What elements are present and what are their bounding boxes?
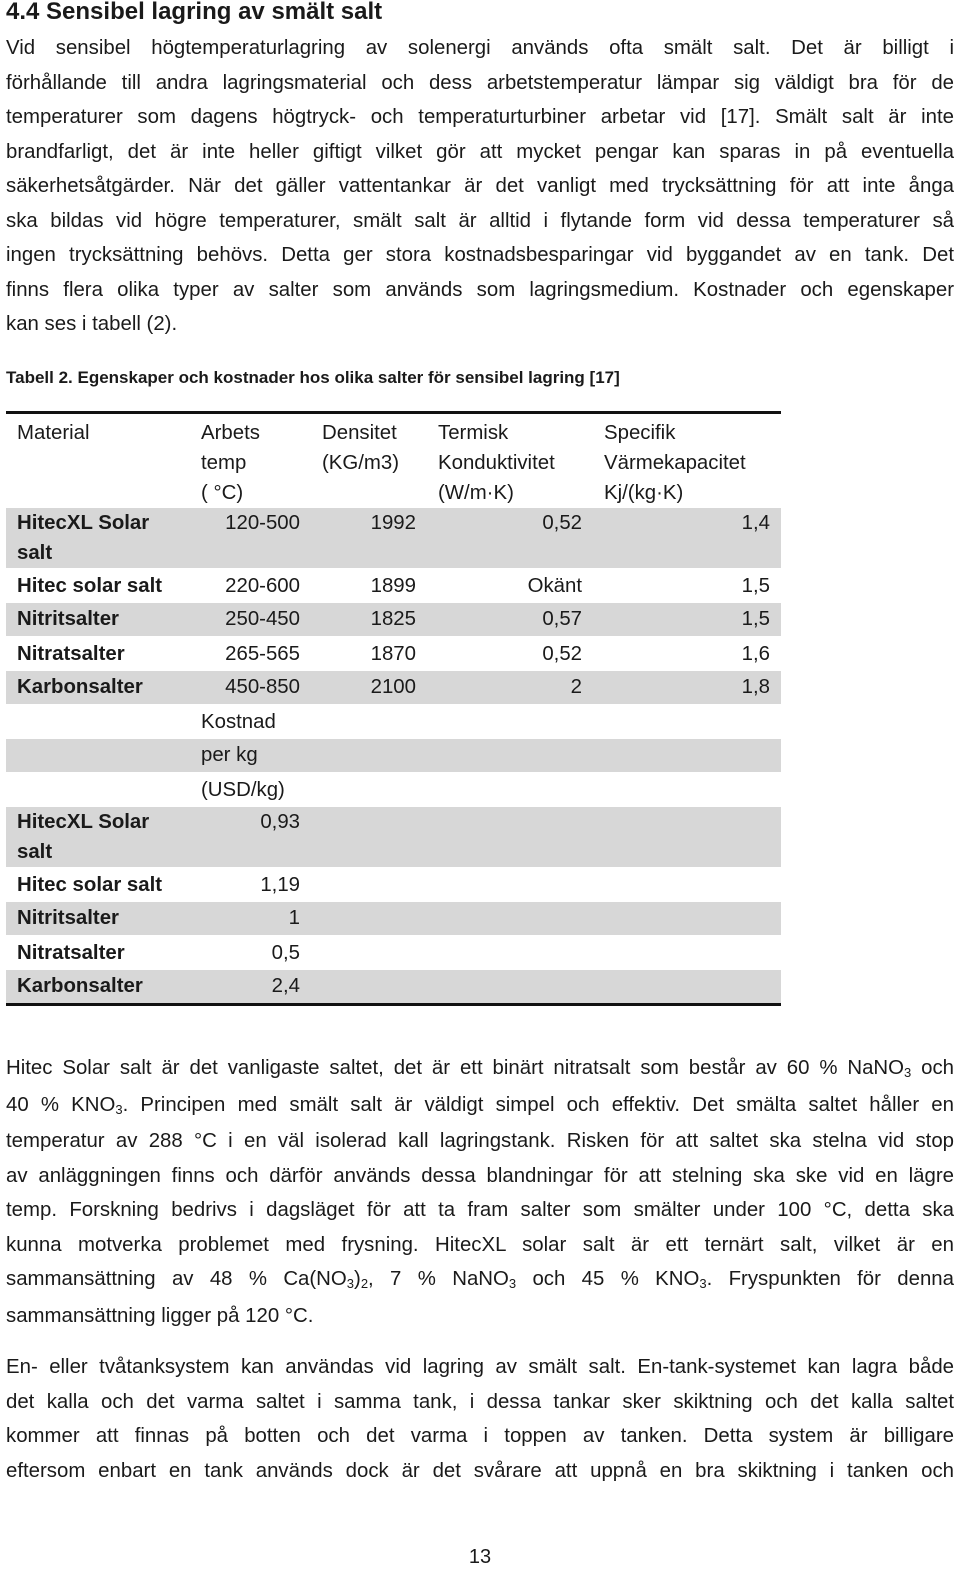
header-cost-line: per kg — [190, 739, 311, 773]
text-line: En- eller tvåtanksystem kan användas vid lagring av smält salt. En-tank-systemet kan lagra både — [6, 1356, 954, 1378]
material-name-line: salt — [17, 841, 53, 863]
text-line: säkerhetsåtgärder. När det gäller vattentankar är det vanligt med trycksättning för att inte ånga — [6, 175, 954, 197]
header-heat-capacity-line: Kj/(kg·K) — [604, 482, 684, 504]
material-cell: Hitec solar salt — [17, 575, 163, 597]
cost-cell: 1,19 — [260, 874, 300, 896]
conductivity-cell: 0,52 — [542, 643, 582, 665]
empty-cell — [427, 936, 593, 970]
paragraph-hitec — [6, 1051, 954, 1333]
text-line: förhållande till andra lagringsmaterial och dess arbetstemperatur lämpar sig väldigt bra för de — [6, 71, 954, 94]
text-line: ingen trycksättning behövs. Detta ger stora kostnadsbesparingar vid byggandet av en tank. Det — [6, 244, 954, 266]
empty-cell — [311, 705, 427, 739]
heat-capacity-cell: 1,4 — [593, 508, 781, 569]
empty-cell — [593, 739, 781, 773]
header-conductivity-line: Konduktivitet — [438, 452, 555, 474]
header-density — [311, 413, 427, 509]
text-line: temperatur av 288 °C i en väl isolerad kall lagringstank. Risken för att saltet ska stelna vid stop — [6, 1130, 954, 1152]
paragraph-tank-systems — [6, 1350, 954, 1488]
empty-cell — [427, 705, 593, 739]
text-line: kunna motverka problemet med frysning. HitecXL solar salt är ett ternärt salt, vilket är en — [6, 1233, 954, 1256]
empty-cell — [6, 705, 190, 739]
empty-cell — [311, 868, 427, 902]
paragraph-intro — [6, 31, 954, 342]
temp-cell: 450-850 — [190, 671, 311, 705]
material-cell: Karbonsalter — [6, 970, 190, 1005]
density-cell: 1870 — [370, 643, 416, 665]
cost-header-row — [6, 705, 781, 739]
page-number: 13 — [468, 1546, 492, 1568]
text-fragment: , 7 % NaNO — [368, 1268, 509, 1290]
text-fragment: Hitec Solar salt är det vanligaste saltet, det är ett binärt nitratsalt som består av 60 % NaNO — [6, 1057, 904, 1079]
material-cell — [6, 807, 190, 868]
text-line: Vid sensibel högtemperaturlagring av solenergi används ofta smält salt. Det är billigt i — [6, 37, 954, 59]
heat-capacity-cell: 1,8 — [593, 671, 781, 705]
table-row — [6, 603, 781, 637]
subscript: 3 — [699, 1276, 707, 1291]
subscript: 3 — [508, 1276, 517, 1291]
empty-cell — [311, 739, 427, 773]
text-line: kommer att finnas på botten och det varma i toppen av tanken. Detta system är billigare — [6, 1425, 954, 1447]
empty-cell — [427, 739, 593, 773]
material-name-line: HitecXL Solar — [17, 811, 150, 833]
density-cell: 1899 — [370, 575, 416, 597]
temp-cell: 220-600 — [225, 575, 300, 597]
header-heat-capacity — [593, 413, 781, 509]
empty-cell — [6, 739, 190, 773]
empty-cell — [427, 807, 593, 868]
empty-cell — [593, 868, 781, 902]
empty-cell — [593, 705, 781, 739]
header-temp-line: ( °C) — [201, 482, 244, 504]
table-header-row — [6, 413, 781, 509]
cost-row — [6, 868, 781, 902]
empty-cell — [427, 902, 593, 936]
material-cell: Karbonsalter — [6, 671, 190, 705]
text-line — [6, 1051, 954, 1088]
cost-row — [6, 807, 781, 868]
material-cell: Nitritsalter — [6, 902, 190, 936]
text-line: temperaturer som dagens högtryck- och temperaturturbiner arbetar vid [17]. Smält salt är inte — [6, 106, 954, 128]
material-cell: Nitratsalter — [17, 643, 125, 665]
density-cell: 2100 — [311, 671, 427, 705]
cost-cell: 2,4 — [190, 970, 311, 1005]
heat-capacity-cell: 1,5 — [741, 575, 770, 597]
cost-cell: 0,5 — [271, 942, 300, 964]
text-fragment: ) — [354, 1268, 361, 1290]
conductivity-cell: 2 — [427, 671, 593, 705]
subscript: 3 — [904, 1065, 912, 1080]
table-row — [6, 671, 781, 705]
text-line: eftersom enbart en tank används dock är det svårare att uppnå en bra skiktning i tanken och — [6, 1459, 954, 1482]
table-caption: Tabell 2. Egenskaper och kostnader hos olika salter för sensibel lagring [17] — [6, 368, 620, 387]
empty-cell — [427, 970, 593, 1005]
text-line: det kalla och det varma saltet i samma tank, i dessa tankar sker skiktning och det kalla saltet — [6, 1390, 954, 1413]
empty-cell — [593, 773, 781, 807]
density-cell: 1992 — [311, 508, 427, 569]
empty-cell — [593, 807, 781, 868]
header-cost-line: Kostnad — [201, 711, 276, 733]
empty-cell — [311, 902, 427, 936]
text-line: finns flera olika typer av salter som används som lagringsmedium. Kostnader och egenskaper — [6, 278, 954, 301]
cost-header-row — [6, 739, 781, 773]
header-cost-line: (USD/kg) — [201, 779, 285, 801]
header-conductivity-line: (W/m·K) — [438, 482, 514, 504]
cost-header-row — [6, 773, 781, 807]
cost-cell: 0,93 — [190, 807, 311, 868]
conductivity-cell: 0,52 — [427, 508, 593, 569]
text-fragment: sammansättning av 48 % Ca(NO — [6, 1268, 347, 1290]
text-line: sammansättning ligger på 120 °C. — [6, 1304, 314, 1327]
conductivity-cell: Okänt — [527, 575, 582, 597]
material-name-line: salt — [17, 542, 53, 564]
cost-row — [6, 970, 781, 1005]
header-conductivity-line: Termisk — [438, 422, 509, 444]
text-fragment: . Principen med smält salt är väldigt simpel och effektiv. Det smälta saltet håller en — [122, 1093, 954, 1116]
text-fragment: och — [911, 1057, 954, 1079]
empty-cell — [6, 773, 190, 807]
text-line: ska bildas vid högre temperaturer, smält salt är alltid i flytande form vid dessa temperaturer så — [6, 209, 954, 232]
table-row — [6, 637, 781, 671]
cost-row — [6, 936, 781, 970]
subscript: 3 — [115, 1101, 123, 1117]
text-line: av anläggningen finns och därför används dessa blandningar för att stelning ska ske vid en lägre — [6, 1164, 954, 1187]
salt-properties-table — [6, 411, 781, 1006]
material-cell: Hitec solar salt — [17, 874, 163, 896]
text-fragment: . Fryspunkten för denna — [706, 1268, 954, 1290]
header-conductivity — [427, 413, 593, 509]
text-fragment: och 45 % KNO — [516, 1268, 700, 1290]
conductivity-cell: 0,57 — [427, 603, 593, 637]
header-temp-line: temp — [201, 452, 247, 474]
density-cell: 1825 — [311, 603, 427, 637]
table-row — [6, 569, 781, 603]
temp-cell: 120-500 — [190, 508, 311, 569]
text-line — [6, 1262, 954, 1299]
empty-cell — [311, 970, 427, 1005]
text-line: temp. Forskning bedrivs i dagsläget för att ta fram salter som smälter under 100 °C, detta ska — [6, 1199, 954, 1221]
header-temp — [190, 413, 311, 509]
material-cell — [6, 508, 190, 569]
material-cell: Nitratsalter — [17, 942, 125, 964]
empty-cell — [593, 970, 781, 1005]
temp-cell: 265-565 — [225, 643, 300, 665]
cost-row — [6, 902, 781, 936]
subscript: 2 — [360, 1276, 369, 1291]
text-line: brandfarligt, det är inte heller giftigt vilket gör att mycket pengar kan sparas in på eventuella — [6, 140, 954, 163]
material-name-line: HitecXL Solar — [17, 512, 150, 534]
table-row — [6, 508, 781, 569]
empty-cell — [311, 807, 427, 868]
empty-cell — [593, 936, 781, 970]
text-line: kan ses i tabell (2). — [6, 313, 178, 335]
header-material: Material — [17, 422, 90, 444]
cost-cell: 1 — [190, 902, 311, 936]
empty-cell — [311, 936, 427, 970]
subscript: 3 — [346, 1276, 355, 1291]
empty-cell — [427, 868, 593, 902]
text-line — [6, 1088, 954, 1125]
heat-capacity-cell: 1,6 — [741, 643, 770, 665]
header-heat-capacity-line: Värmekapacitet — [604, 452, 746, 474]
empty-cell — [427, 773, 593, 807]
header-temp-line: Arbets — [201, 422, 260, 444]
empty-cell — [311, 773, 427, 807]
material-cell: Nitritsalter — [6, 603, 190, 637]
header-density-line: (KG/m3) — [322, 452, 400, 474]
temp-cell: 250-450 — [190, 603, 311, 637]
section-heading: 4.4 Sensibel lagring av smält salt — [6, 0, 383, 25]
header-heat-capacity-line: Specifik — [604, 422, 676, 444]
empty-cell — [593, 902, 781, 936]
heat-capacity-cell: 1,5 — [593, 603, 781, 637]
header-density-line: Densitet — [322, 422, 397, 444]
text-fragment: 40 % KNO — [6, 1093, 116, 1116]
